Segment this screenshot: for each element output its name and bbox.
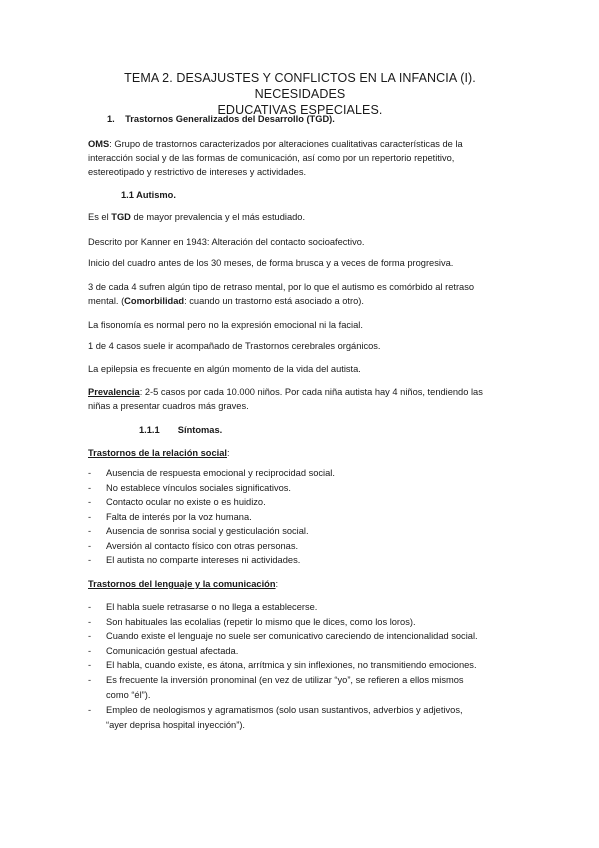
oms-line-3: estereotipado y restrictivo de intereses y actividades. — [88, 167, 307, 177]
item6-line-2: como “él”). — [106, 689, 151, 700]
list-dash: - — [88, 645, 92, 656]
section-label: Trastornos Generalizados del Desarrollo (TGD). — [125, 114, 335, 124]
list-item-text: Comunicación gestual afectada. — [106, 645, 239, 656]
comorbilidad-term: Comorbilidad — [124, 296, 185, 306]
item7-line-2: “ayer deprisa hospital inyección”). — [106, 719, 245, 730]
list-item-text: El habla, cuando existe, es átona, arrítmica y sin inflexiones, no transmitiendo emociones. — [106, 660, 477, 671]
list-item-text — [106, 703, 463, 732]
retraso-line-2-post: : cuando un trastorno está asociado a otro). — [184, 296, 364, 306]
paragraph-organicos: 1 de 4 casos suele ir acompañado de Trastornos cerebrales orgánicos. — [88, 341, 381, 351]
item7-line-1: Empleo de neologismos y agramatismos (solo usan sustantivos, adverbios y adjetivos, — [106, 705, 463, 715]
item6-line-1: Es frecuente la inversión pronominal (en vez de utilizar “yo”, se refieren a ellos mismos — [106, 675, 464, 685]
prevalencia-line-1: : 2-5 casos por cada 10.000 niños. Por cada niña autista hay 4 niños, tendiendo las — [139, 387, 483, 397]
list-dash: - — [88, 675, 92, 685]
section-number: 1. — [107, 114, 115, 124]
list-dash: - — [88, 482, 92, 493]
list-dash: - — [88, 468, 92, 478]
list-dash: - — [88, 555, 92, 565]
section-heading-1 — [107, 112, 335, 126]
list-item-text: Ausencia de respuesta emocional y reciprocidad social. — [106, 468, 335, 478]
list-item-text: Son habituales las ecolalias (repetir lo mismo que le dices, como los loros). — [106, 616, 416, 627]
prevalencia-term: Prevalencia — [88, 387, 140, 397]
section-heading-1-1: 1.1 Autismo. — [121, 190, 176, 200]
section-heading-1-1-1 — [139, 423, 222, 437]
paragraph-epilepsia: La epilepsia es frecuente en algún momento de la vida del autista. — [88, 364, 361, 374]
oms-line-1: : Grupo de trastornos caracterizados por alteraciones cualitativas características de la — [109, 139, 463, 149]
document-title — [80, 70, 520, 118]
social-heading-text: Trastornos de la relación social — [88, 448, 227, 458]
title-line-2: EDUCATIVAS ESPECIALES. — [217, 103, 383, 117]
list-dash: - — [88, 631, 92, 642]
tgd-text-post: de mayor prevalencia y el más estudiado. — [130, 212, 306, 222]
tgd-text-pre: Es el — [88, 212, 112, 222]
oms-term: OMS — [88, 139, 110, 149]
oms-paragraph — [88, 137, 528, 179]
section-number: 1.1.1 — [139, 425, 160, 435]
list-item-text: Cuando existe el lenguaje no suele ser comunicativo careciendo de intencionalidad social. — [106, 631, 478, 642]
lenguaje-heading-colon: : — [275, 579, 279, 589]
title-line-1: TEMA 2. DESAJUSTES Y CONFLICTOS EN LA INFANCIA (I). NECESIDADES — [124, 71, 476, 101]
list-dash: - — [88, 497, 92, 507]
section-label: Síntomas. — [177, 425, 223, 435]
list-dash: - — [88, 526, 92, 536]
tgd-term: TGD — [111, 212, 131, 222]
retraso-line-1: 3 de cada 4 sufren algún tipo de retraso mental, por lo que el autismo es comórbido al retraso — [88, 282, 475, 292]
list-dash: - — [88, 511, 92, 522]
list-dash: - — [88, 602, 92, 612]
list-item-text: Aversión al contacto físico con otras personas. — [106, 540, 299, 551]
list-dash: - — [88, 540, 92, 551]
paragraph-retraso — [88, 280, 528, 308]
oms-line-2: interacción social y de las formas de comunicación, así como por un repertorio repetitivo, — [88, 153, 455, 163]
list-item-text: El autista no comparte intereses ni actividades. — [106, 555, 301, 565]
list-item-text: Contacto ocular no existe o es huidizo. — [106, 497, 266, 507]
list-item-text: Falta de interés por la voz humana. — [106, 511, 252, 522]
list-item-text: Ausencia de sonrisa social y gesticulación social. — [106, 526, 309, 536]
lenguaje-heading-text: Trastornos del lenguaje y la comunicación — [88, 579, 276, 589]
prevalencia-line-2: niñas a presentar cuadros más graves. — [88, 401, 249, 411]
paragraph-prevalencia — [88, 385, 528, 413]
list-item-text: No establece vínculos sociales significativos. — [106, 482, 291, 493]
list-dash: - — [88, 705, 92, 715]
list-item-text: El habla suele retrasarse o no llega a establecerse. — [106, 602, 318, 612]
social-heading — [88, 446, 528, 460]
list-dash: - — [88, 660, 92, 671]
retraso-line-2-pre: mental. ( — [88, 296, 125, 306]
paragraph-inicio: Inicio del cuadro antes de los 30 meses, de forma brusca y a veces de forma progresiva. — [88, 258, 454, 268]
lenguaje-heading — [88, 577, 528, 591]
paragraph-fisonomia: La fisonomía es normal pero no la expresión emocional ni la facial. — [88, 320, 363, 330]
list-item-text — [106, 673, 464, 702]
paragraph-kanner: Descrito por Kanner en 1943: Alteración del contacto socioafectivo. — [88, 237, 365, 247]
list-dash: - — [88, 616, 92, 627]
paragraph-tgd — [88, 210, 528, 224]
social-heading-colon: : — [227, 448, 230, 458]
